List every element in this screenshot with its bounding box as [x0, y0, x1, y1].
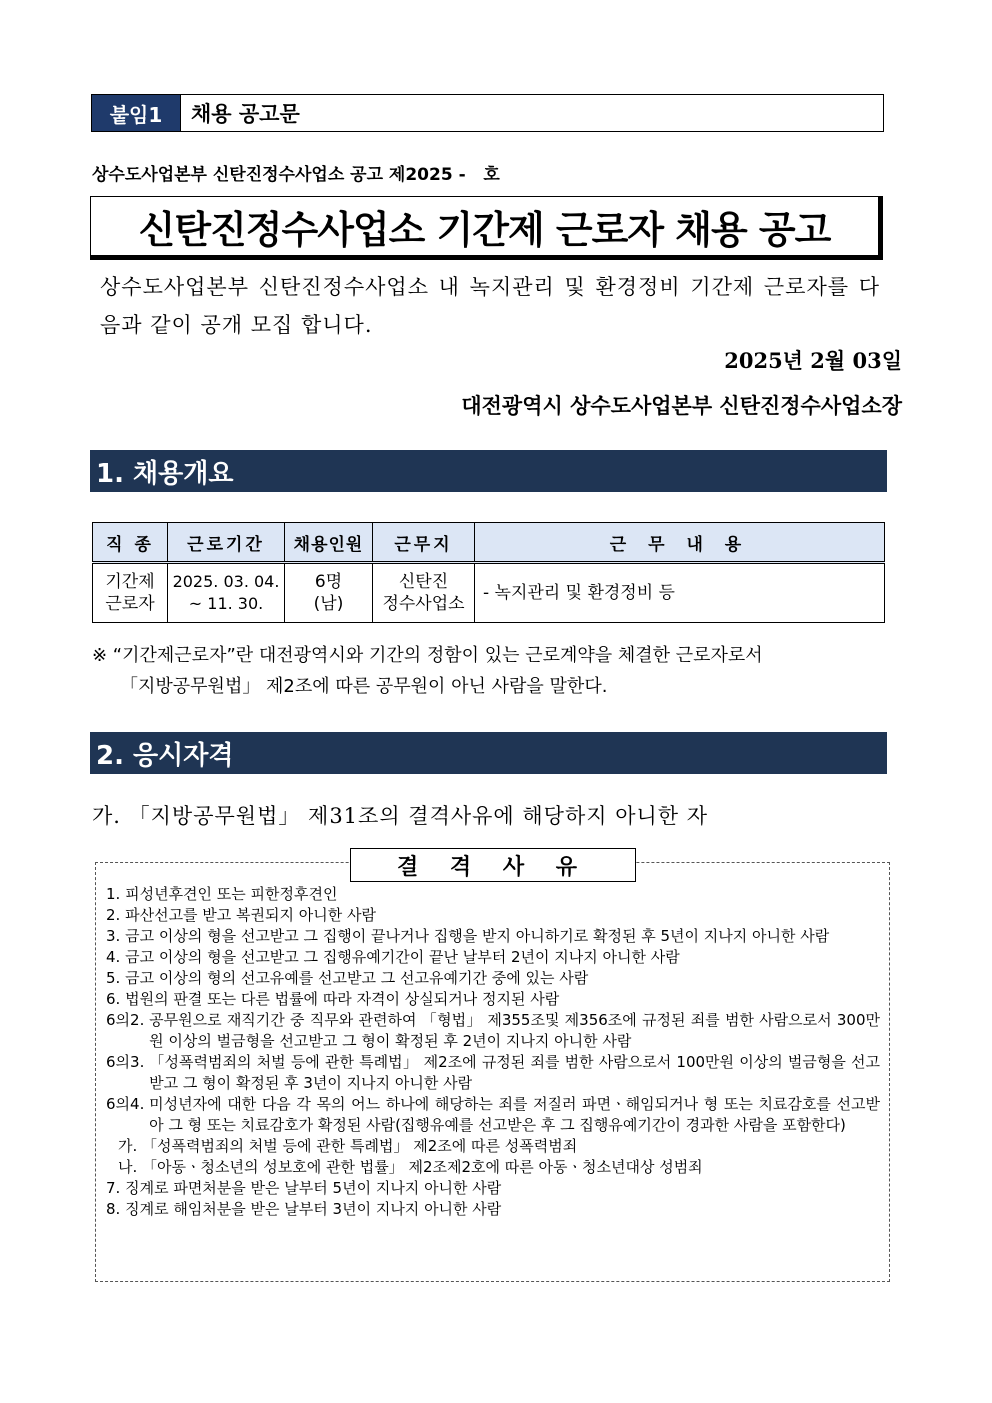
section-heading-overview: 1. 채용개요: [90, 450, 887, 492]
list-item-text: 징계로 파면처분을 받은 날부터 5년이 지나지 아니한 사람: [125, 1179, 502, 1197]
list-item-text: 금고 이상의 형의 선고유예를 선고받고 그 선고유예기간 중에 있는 사람: [125, 969, 589, 987]
list-item: [106, 1094, 880, 1136]
list-item-text: 법원의 판결 또는 다른 법률에 따라 자격이 상실되거나 정지된 사람: [125, 990, 560, 1008]
list-item-number: 4.: [106, 948, 126, 966]
list-item-number: 6의3.: [106, 1053, 150, 1071]
header-period: 근로기간: [168, 523, 285, 563]
list-item: [106, 947, 880, 968]
list-item-number: 6.: [106, 990, 126, 1008]
list-item-text: 「아동ㆍ청소년의 성보호에 관한 법률」 제2조제2호에 따른 아동ㆍ청소년대상 성범죄: [142, 1158, 703, 1176]
list-item-text: 파산선고를 받고 복권되지 아니한 사람: [125, 906, 377, 924]
list-item: [106, 905, 880, 926]
list-item-number: 나.: [118, 1158, 143, 1176]
list-item: [106, 968, 880, 989]
list-item-text: 「성폭력범죄의 처벌 등에 관한 특례법」 제2조에 규정된 죄를 범한 사람으로서 100만원 이상의 벌금형을 선고받고 그 형이 확정된 후 3년이 지나지 아니한 사람: [149, 1053, 880, 1092]
list-item-number: 5.: [106, 969, 126, 987]
cell-place: 신탄진 정수사업소: [373, 563, 475, 623]
list-item-text: 금고 이상의 형을 선고받고 그 집행이 끝나거나 집행을 받지 아니하기로 확정된 후 5년이 지나지 아니한 사람: [125, 927, 830, 945]
header-job: 직 종: [93, 523, 168, 563]
list-item-number: 가.: [118, 1137, 143, 1155]
attachment-header: [91, 94, 884, 132]
header-work: 근 무 내 용: [475, 523, 885, 563]
list-item: [106, 926, 880, 947]
list-item: [106, 1199, 880, 1220]
list-item-text: 공무원으로 재직기간 중 직무와 관련하여 「형법」 제355조및 제356조에 규정된 죄를 범한 사람으로서 300만원 이상의 벌금형을 선고받고 그 형이 확정된 후 2년이 지나지 아니한 사람: [149, 1011, 880, 1050]
table-row: [93, 563, 885, 623]
list-item: [106, 1157, 880, 1178]
list-item-text: 금고 이상의 형을 선고받고 그 집행유예기간이 끝난 날부터 2년이 지나지 아니한 사람: [125, 948, 680, 966]
list-item: [106, 884, 880, 905]
cell-work: - 녹지관리 및 환경정비 등: [475, 563, 885, 623]
list-item: [106, 1052, 880, 1094]
list-item: [106, 989, 880, 1010]
intro-text: 상수도사업본부 신탄진정수사업소 내 녹지관리 및 환경정비 기간제 근로자를 다음과 같이 공개 모집 합니다.: [100, 275, 880, 337]
recruitment-table: [92, 522, 885, 623]
cell-period: 2025. 03. 04. ~ 11. 30.: [168, 563, 285, 623]
attachment-tag: 붙임1: [92, 95, 180, 131]
cell-job: 기간제 근로자: [93, 563, 168, 623]
main-title: 신탄진정수사업소 기간제 근로자 채용 공고: [90, 196, 883, 260]
list-item-number: 3.: [106, 927, 126, 945]
list-item-number: 2.: [106, 906, 126, 924]
list-item: [106, 1010, 880, 1052]
disqualification-title: 결 격 사 유: [350, 848, 636, 882]
footnote-line-2: 「지방공무원법」 제2조에 따른 공무원이 아닌 사람을 말한다.: [120, 676, 608, 697]
footnote: [92, 640, 887, 702]
table-header-row: [93, 523, 885, 563]
notice-date: 2025년 2월 03일: [724, 348, 902, 373]
issuer: 대전광역시 상수도사업본부 신탄진정수사업소장: [461, 393, 902, 418]
list-item-number: 7.: [106, 1179, 126, 1197]
section-heading-qualification: 2. 응시자격: [90, 732, 887, 774]
qualification-item-a: 가. 「지방공무원법」 제31조의 결격사유에 해당하지 아니한 자: [92, 804, 709, 828]
list-item-number: 8.: [106, 1200, 126, 1218]
list-item-text: 징계로 해임처분을 받은 날부터 3년이 지나지 아니한 사람: [125, 1200, 502, 1218]
header-count: 채용인원: [285, 523, 373, 563]
list-item-text: 피성년후견인 또는 피한정후견인: [125, 885, 338, 903]
list-item-text: 미성년자에 대한 다음 각 목의 어느 하나에 해당하는 죄를 저질러 파면ㆍ해임되거나 형 또는 치료감호를 선고받아 그 형 또는 치료감호가 확정된 사람(집행유예를 선고받은 후 그 집행유예기간이 경과한 사람을 포함한다): [149, 1095, 880, 1134]
disqualification-list: [106, 884, 880, 1220]
list-item-number: 6의4.: [106, 1095, 150, 1113]
list-item-number: 1.: [106, 885, 126, 903]
notice-number: 상수도사업본부 신탄진정수사업소 공고 제2025 - 호: [92, 165, 500, 185]
attachment-title: 채용 공고문: [180, 95, 300, 131]
list-item-number: 6의2.: [106, 1011, 150, 1029]
list-item-text: 「성폭력범죄의 처벌 등에 관한 특례법」 제2조에 따른 성폭력범죄: [142, 1137, 578, 1155]
footnote-line-1: ※ “기간제근로자”란 대전광역시와 기간의 정함이 있는 근로계약을 체결한 근로자로서: [92, 645, 763, 666]
list-item: [106, 1136, 880, 1157]
list-item: [106, 1178, 880, 1199]
header-place: 근무지: [373, 523, 475, 563]
cell-count: 6명 (남): [285, 563, 373, 623]
